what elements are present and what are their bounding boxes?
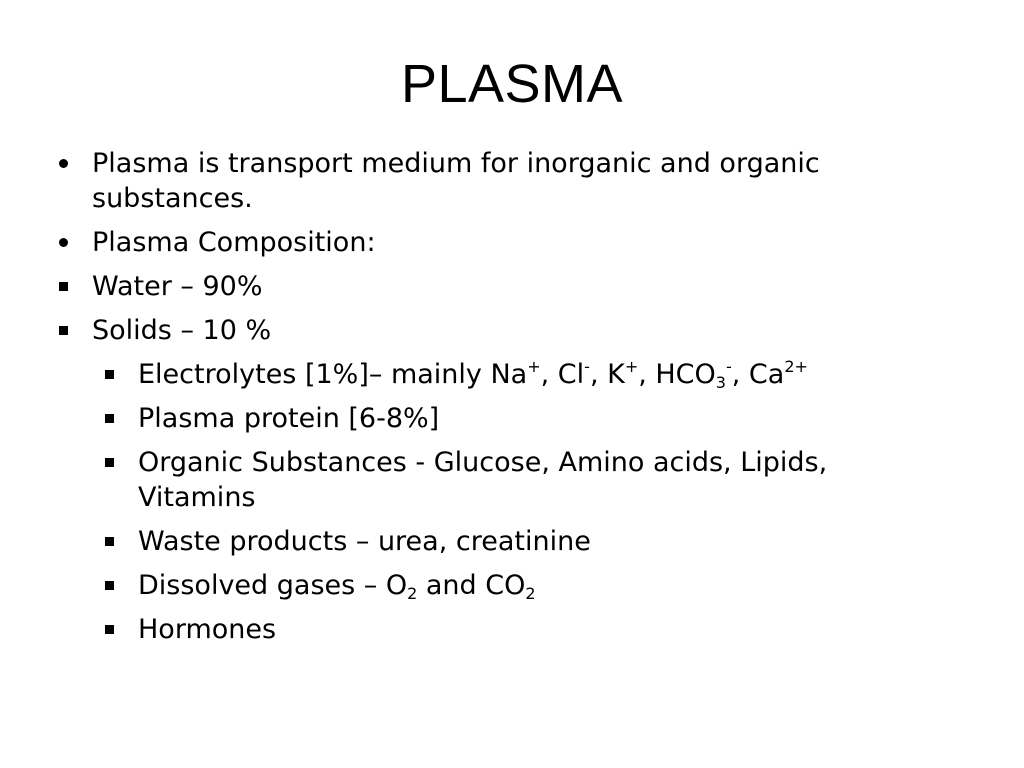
bullet-text xyxy=(138,403,439,434)
bullet-item xyxy=(102,445,936,515)
subscript: 2 xyxy=(407,584,418,603)
bullet-text xyxy=(138,570,536,601)
bullet-text xyxy=(92,271,263,302)
bullet-list xyxy=(56,146,936,656)
bullet-text xyxy=(138,526,591,557)
bullet-text xyxy=(138,614,276,645)
text-run: Waste products – urea, creatinine xyxy=(138,526,591,557)
text-run: and CO xyxy=(417,570,526,601)
superscript: + xyxy=(624,357,639,376)
bullet-text xyxy=(92,315,271,346)
text-run: , Ca xyxy=(731,359,785,390)
bullet-text xyxy=(92,227,376,258)
bullet-item xyxy=(102,612,936,647)
text-run: , Cl xyxy=(540,359,585,390)
bullet-item xyxy=(56,225,936,260)
subscript: 3 xyxy=(715,373,726,392)
text-run: Electrolytes [1%]– mainly Na xyxy=(138,359,528,390)
bullet-text xyxy=(138,359,808,390)
subscript: 2 xyxy=(525,584,536,603)
text-run: Solids – 10 % xyxy=(92,315,272,346)
bullet-item xyxy=(56,313,936,348)
text-run: Dissolved gases – O xyxy=(138,570,408,601)
text-run: Hormones xyxy=(138,614,277,645)
bullet-item xyxy=(102,524,936,559)
text-run: , HCO xyxy=(638,359,716,390)
text-run: Plasma protein [6-8%] xyxy=(138,403,440,434)
superscript: + xyxy=(527,357,541,376)
bullet-item xyxy=(102,568,936,603)
bullet-item xyxy=(102,401,936,436)
text-run: Plasma is transport medium for inorganic and organic substances. xyxy=(92,148,820,214)
text-run: Organic Substances - Glucose, Amino acids, Lipids, Vitamins xyxy=(138,447,828,513)
slide-title: PLASMA xyxy=(400,54,624,114)
bullet-item xyxy=(102,357,936,392)
bullet-text xyxy=(138,447,827,513)
text-run: , K xyxy=(589,359,625,390)
superscript: 2+ xyxy=(784,357,808,376)
superscript: - xyxy=(584,357,590,376)
bullet-item xyxy=(56,146,936,216)
bullet-text xyxy=(92,148,820,214)
superscript: - xyxy=(725,357,732,376)
text-run: Plasma Composition: xyxy=(92,227,376,258)
bullet-item xyxy=(56,269,936,304)
text-run: Water – 90% xyxy=(92,271,263,302)
